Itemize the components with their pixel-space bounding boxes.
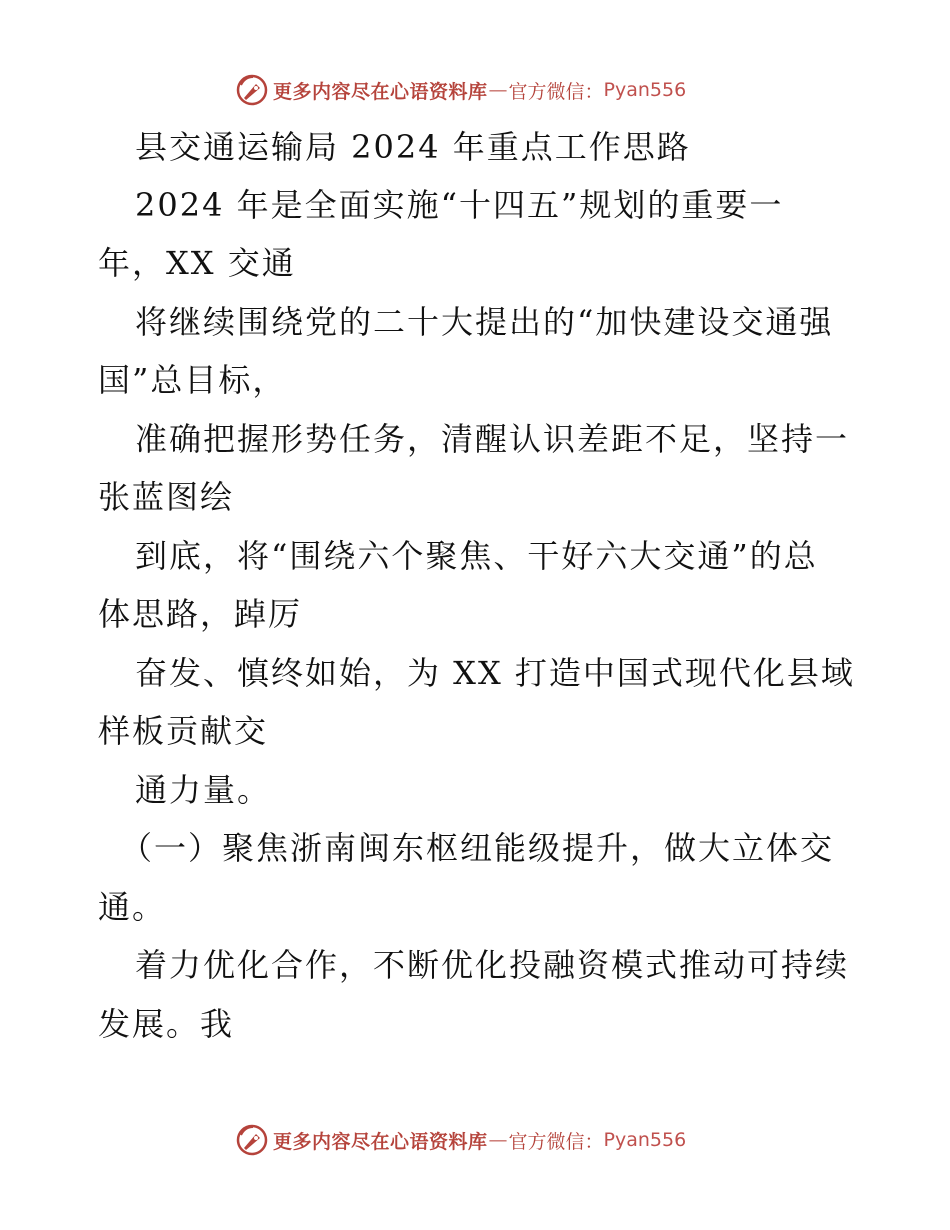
- paragraph-line: 发展。我: [98, 1005, 235, 1043]
- watermark-wechat-id: Pyan556: [603, 79, 687, 101]
- document-title: 县交通运输局 2024 年重点工作思路: [135, 128, 691, 166]
- paragraph-line: 张蓝图绘: [98, 478, 235, 516]
- watermark-wechat-label: 官方微信：: [508, 80, 604, 103]
- watermark-dash: —: [488, 79, 508, 101]
- paragraph-line: 通。: [98, 888, 167, 926]
- section-heading: （一）聚焦浙南闽东枢纽能级提升，做大立体交: [120, 829, 835, 867]
- footer-watermark: [235, 1122, 686, 1158]
- paragraph-line: 着力优化合作，不断优化投融资模式推动可持续: [135, 946, 850, 984]
- paragraph-line: 国”总目标，: [98, 361, 287, 399]
- paragraph-line: 将继续围绕党的二十大提出的“加快建设交通强: [135, 303, 834, 341]
- watermark-dash: —: [488, 1129, 508, 1151]
- paragraph-line: 2024 年是全面实施“十四五”规划的重要一: [135, 186, 784, 224]
- watermark-main-text: 更多内容尽在心语资料库: [273, 1130, 488, 1153]
- paragraph-line: 准确把握形势任务，清醒认识差距不足，坚持一: [135, 420, 850, 458]
- paragraph-line: 奋发、慎终如始，为 XX 打造中国式现代化县域: [135, 654, 855, 692]
- paragraph-line: 年，XX 交通: [98, 244, 296, 282]
- watermark-wechat-label: 官方微信：: [508, 1130, 604, 1153]
- paragraph-line: 样板贡献交: [98, 712, 269, 750]
- watermark-main-text: 更多内容尽在心语资料库: [273, 80, 488, 103]
- paragraph-line: 通力量。: [135, 771, 272, 809]
- pen-nib-icon: [235, 1123, 269, 1157]
- pen-nib-icon: [235, 73, 269, 107]
- watermark-wechat-id: Pyan556: [603, 1129, 687, 1151]
- paragraph-line: 到底，将“围绕六个聚焦、干好六大交通”的总: [135, 537, 818, 575]
- paragraph-line: 体思路，踔厉: [98, 595, 303, 633]
- header-watermark: [235, 72, 686, 108]
